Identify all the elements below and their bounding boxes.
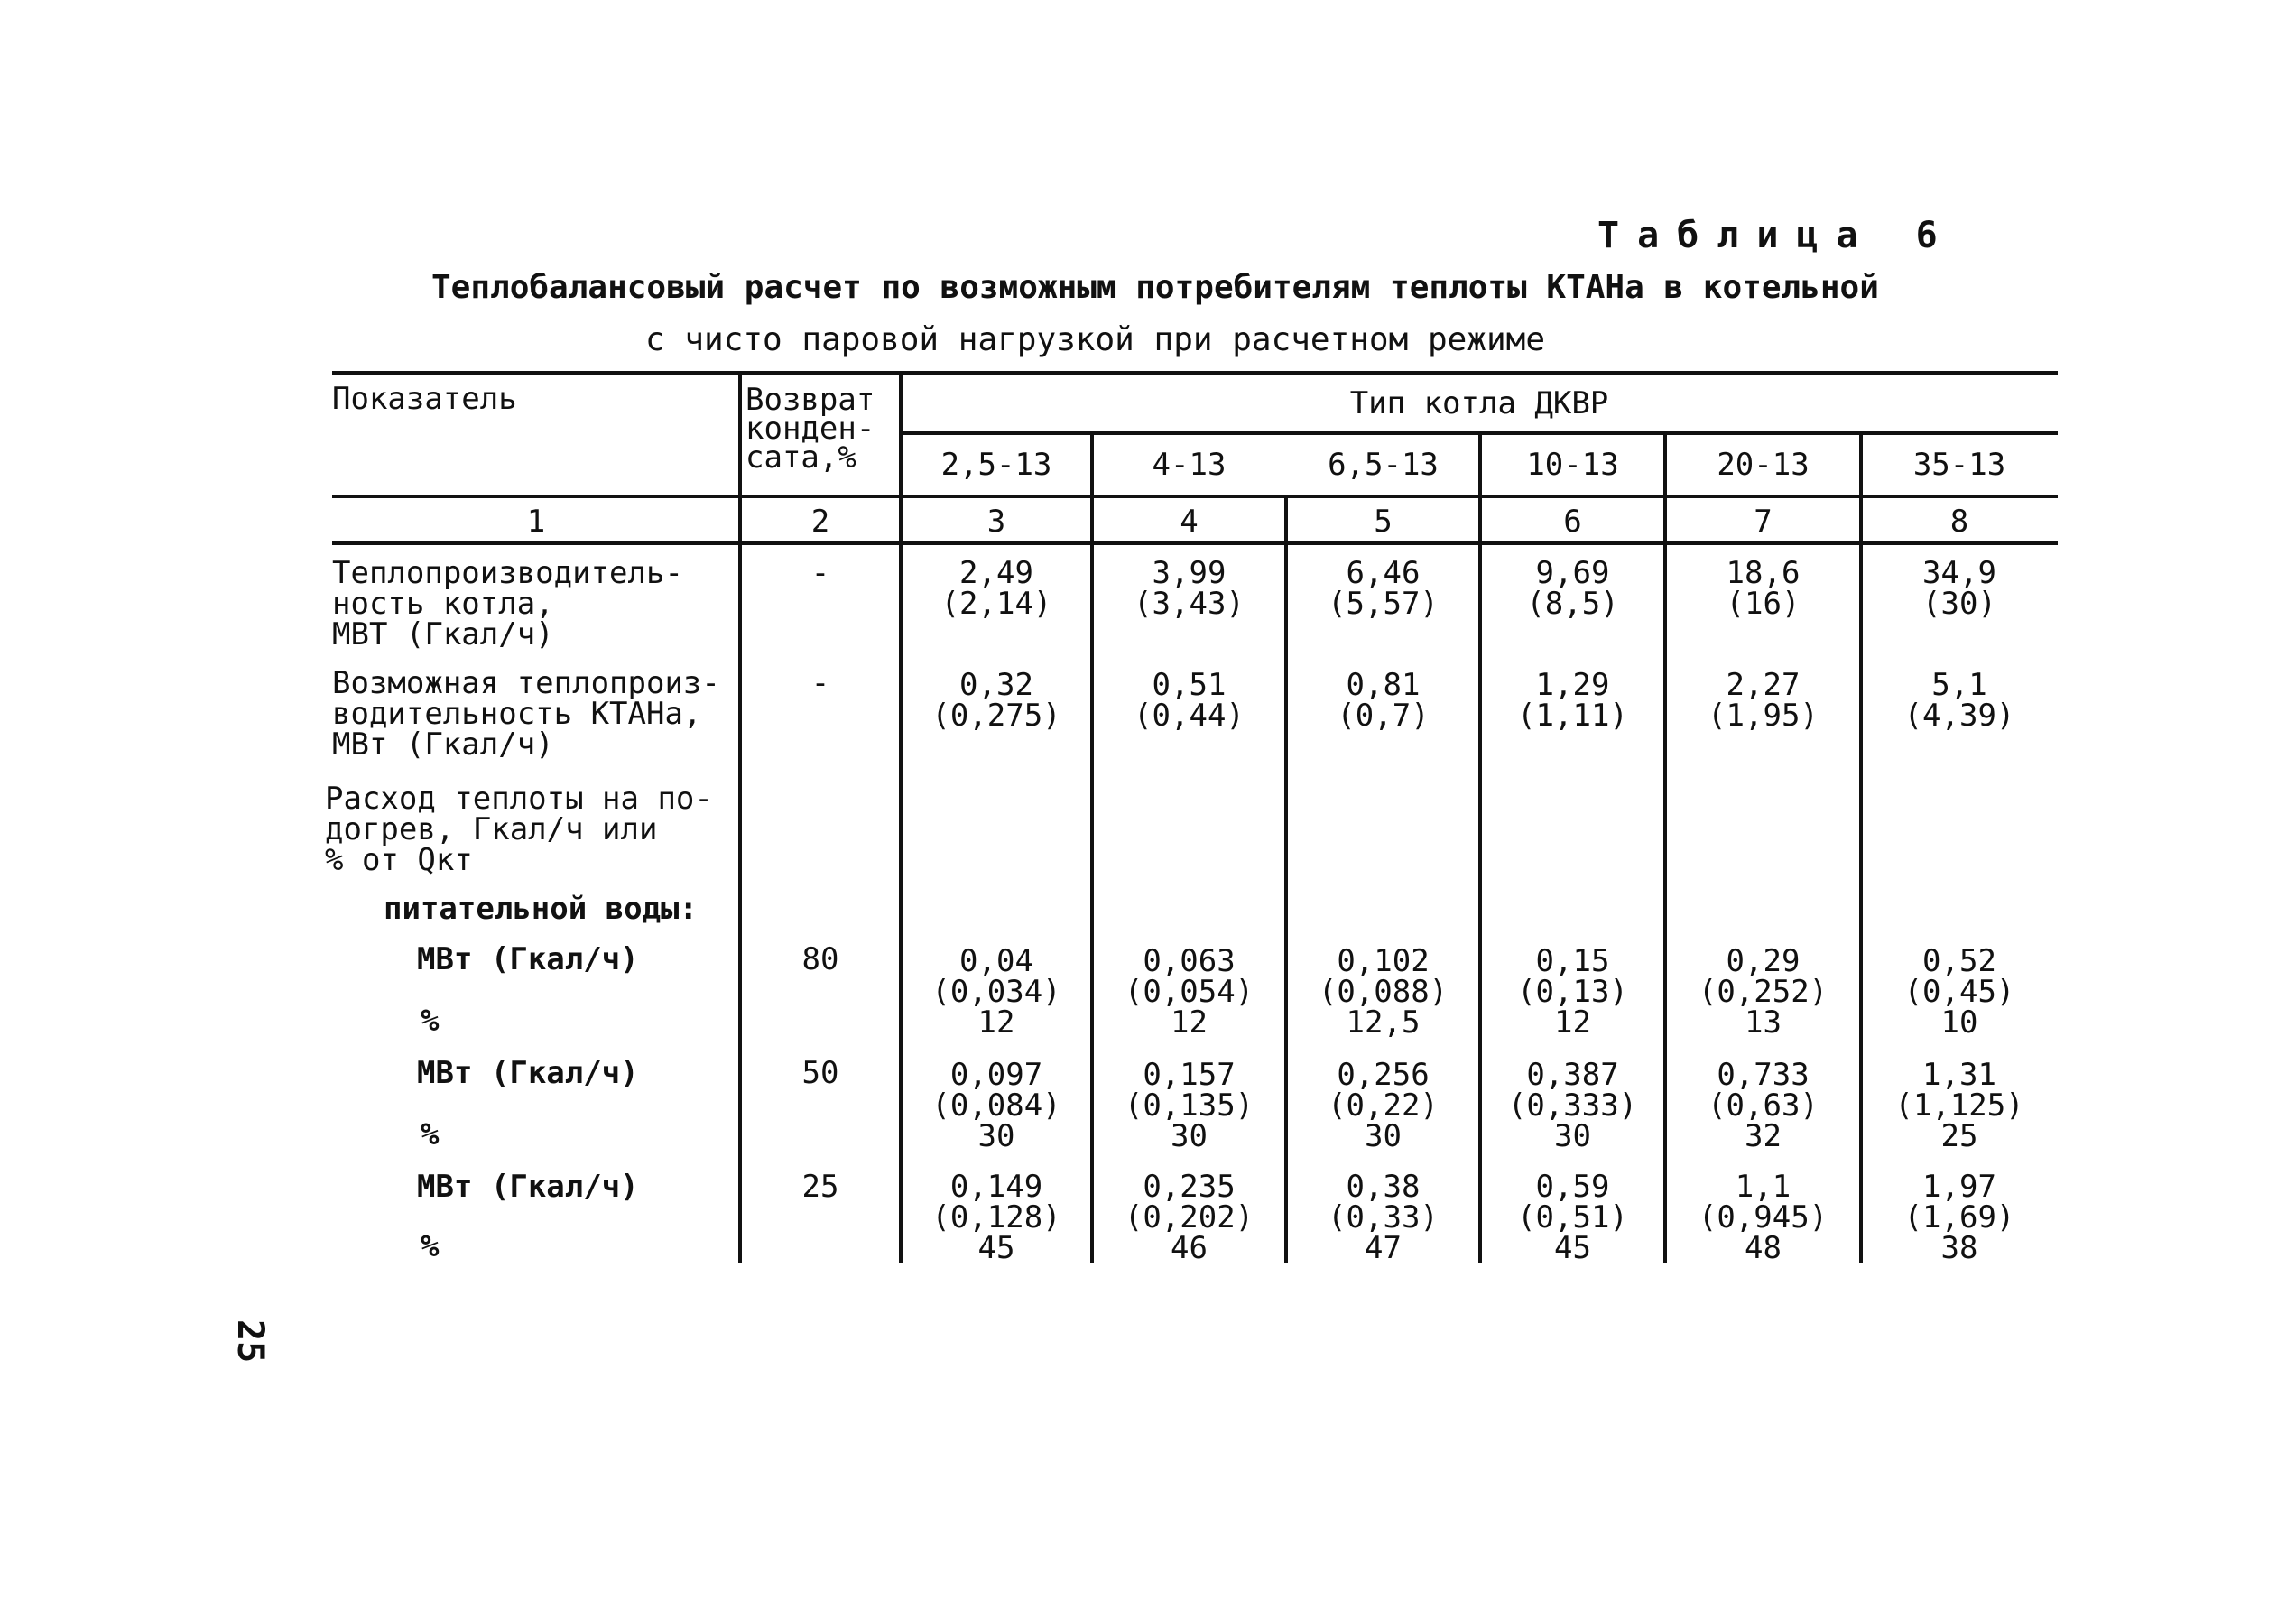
table-cell: 0,256 (0,22) 30 xyxy=(1328,1057,1439,1154)
table-cell: 0,733 (0,63) 32 xyxy=(1708,1057,1819,1154)
table-label: Таблица 6 xyxy=(1597,215,1956,256)
table-cell: 5,1 (4,39) xyxy=(1903,667,2015,734)
header-condensate-return: Возврат конден- сата,% xyxy=(745,382,875,476)
table-cell: 0,149 (0,128) 45 xyxy=(931,1169,1061,1266)
table-cell: 6,46 (5,57) xyxy=(1328,555,1439,622)
col-number-4: 4 xyxy=(1180,504,1199,540)
col-number-3: 3 xyxy=(986,504,1006,540)
row-25-unit-label: МВт (Гкал/ч) xyxy=(417,1169,639,1205)
col-number-8: 8 xyxy=(1949,504,1969,540)
table-cell: 1,97 (1,69) 38 xyxy=(1903,1169,2015,1266)
table-cell: 2,27 (1,95) xyxy=(1708,667,1819,734)
row-heat-consumption-label: Расход теплоты на по- догрев, Гкал/ч или % от Qкт xyxy=(325,781,713,878)
table-cell: 0,81 (0,7) xyxy=(1337,667,1430,734)
table-cell: 34,9 (30) xyxy=(1922,555,1996,622)
row-boiler-output-return: - xyxy=(810,555,830,591)
table-caption-line-1: Теплобалансовый расчет по возможным потребителям теплоты КТАНа в котельной xyxy=(431,269,1879,306)
row-boiler-output-label: Теплопроизводитель- ность котла, МВТ (Гкал/ч) xyxy=(332,555,683,652)
header-type-6: 35-13 xyxy=(1912,447,2006,483)
table-cell: 0,29 (0,252) 13 xyxy=(1698,943,1828,1041)
row-ktan-output-return: - xyxy=(810,665,830,701)
table-cell: 0,52 (0,45) 10 xyxy=(1903,943,2015,1041)
table-cell: 0,38 (0,33) 47 xyxy=(1328,1169,1439,1266)
table-cell: 0,097 (0,084) 30 xyxy=(931,1057,1061,1154)
table-cell: 2,49 (2,14) xyxy=(940,555,1052,622)
col-number-5: 5 xyxy=(1374,504,1393,540)
table-cell: 0,04 (0,034) 12 xyxy=(931,943,1061,1041)
table-cell: 1,1 (0,945) 48 xyxy=(1698,1169,1828,1266)
table-cell: 0,32 (0,275) xyxy=(931,667,1061,734)
table-cell: 0,157 (0,135) 30 xyxy=(1124,1057,1254,1154)
header-boiler-type: Тип котла ДКВР xyxy=(1349,385,1609,421)
col-number-1: 1 xyxy=(526,504,546,540)
row-ktan-output-label: Возможная теплопроиз- водительность КТАНа, МВт (Гкал/ч) xyxy=(332,665,720,763)
row-80-return: 80 xyxy=(801,941,839,977)
row-50-percent-label: % xyxy=(421,1116,440,1152)
header-indicator: Показатель xyxy=(332,381,517,417)
table-cell: 0,51 (0,44) xyxy=(1134,667,1245,734)
table-cell: 1,29 (1,11) xyxy=(1517,667,1628,734)
table-cell: 0,102 (0,088) 12,5 xyxy=(1318,943,1449,1041)
table-cell: 0,15 (0,13) 12 xyxy=(1517,943,1628,1041)
table-cell: 3,99 (3,43) xyxy=(1134,555,1245,622)
table-cell: 0,59 (0,51) 45 xyxy=(1517,1169,1628,1266)
col-number-6: 6 xyxy=(1563,504,1582,540)
col-number-7: 7 xyxy=(1754,504,1773,540)
table-cell: 1,31 (1,125) 25 xyxy=(1894,1057,2024,1154)
page-number: 25 xyxy=(229,1319,271,1364)
row-heat-consumption-sublabel: питательной воды: xyxy=(384,891,698,927)
table-cell: 0,063 (0,054) 12 xyxy=(1124,943,1254,1041)
col-number-2: 2 xyxy=(810,504,830,540)
table-caption-line-2: с чисто паровой нагрузкой при расчетном режиме xyxy=(645,321,1545,358)
table-cell: 0,387 (0,333) 30 xyxy=(1507,1057,1638,1154)
row-80-percent-label: % xyxy=(421,1003,440,1039)
row-80-unit-label: МВт (Гкал/ч) xyxy=(417,941,639,977)
header-type-3: 6,5-13 xyxy=(1328,447,1439,483)
row-50-unit-label: МВт (Гкал/ч) xyxy=(417,1055,639,1091)
table-cell: 9,69 (8,5) xyxy=(1526,555,1619,622)
header-type-4: 10-13 xyxy=(1526,447,1619,483)
row-25-return: 25 xyxy=(801,1169,839,1205)
table-cell: 18,6 (16) xyxy=(1726,555,1801,622)
header-type-5: 20-13 xyxy=(1717,447,1810,483)
table-cell: 0,235 (0,202) 46 xyxy=(1124,1169,1254,1266)
row-50-return: 50 xyxy=(801,1055,839,1091)
row-25-percent-label: % xyxy=(421,1228,440,1264)
header-type-1: 2,5-13 xyxy=(940,447,1052,483)
header-type-2: 4-13 xyxy=(1152,447,1227,483)
